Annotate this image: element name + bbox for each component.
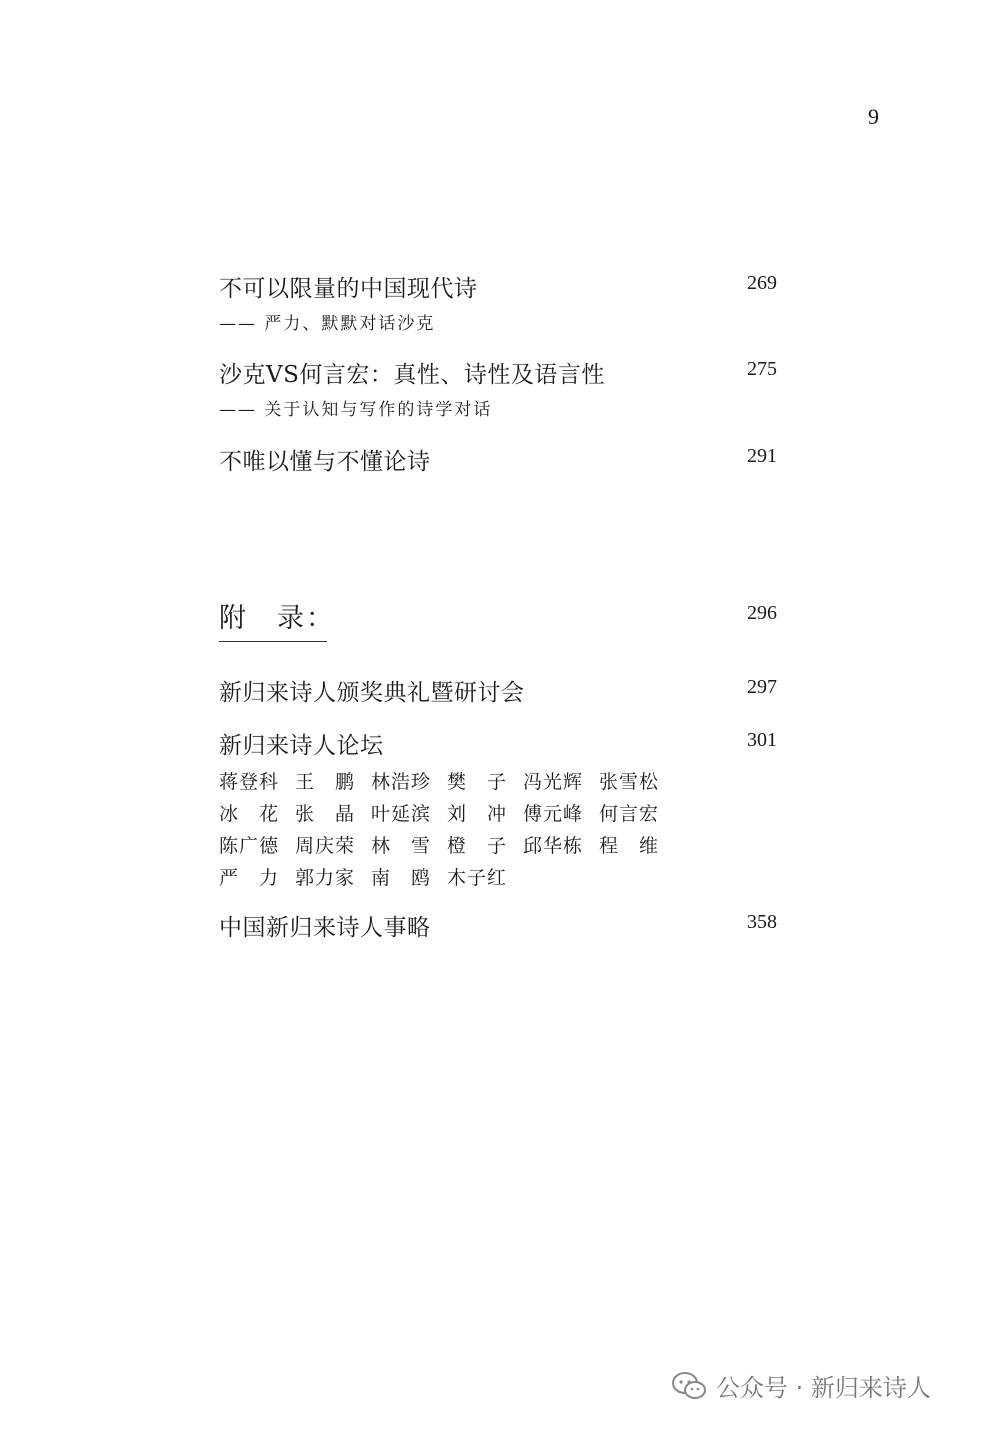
toc-page-number: 291 (747, 445, 777, 467)
toc-subtitle: —— 关于认知与写作的诗学对话 (219, 400, 493, 420)
poet-name: 刘 冲 (447, 803, 508, 825)
poet-name: 林 雪 (371, 835, 432, 857)
appendix-entry[interactable] (219, 909, 777, 949)
poet-name: 冰 花 (219, 803, 280, 825)
poet-name: 林浩珍 (371, 771, 432, 793)
toc-entry[interactable] (219, 443, 777, 483)
poet-name: 木子红 (447, 867, 508, 889)
poet-name: 橙 子 (447, 835, 508, 857)
poet-name: 周庆荣 (295, 835, 356, 857)
poet-name: 何言宏 (599, 803, 660, 825)
toc-title: 新归来诗人论坛 (219, 733, 384, 759)
wechat-icon (672, 1372, 706, 1400)
toc-entry[interactable] (219, 270, 777, 310)
toc-title: 中国新归来诗人事略 (219, 915, 431, 941)
toc-title: 新归来诗人颁奖典礼暨研讨会 (219, 680, 525, 706)
poet-name: 冯光辉 (523, 771, 584, 793)
poet-name: 郭力家 (295, 867, 356, 889)
poet-name: 程 维 (599, 835, 660, 857)
poet-name: 叶延滨 (371, 803, 432, 825)
forum-names-row (219, 767, 660, 794)
page-number: 9 (868, 104, 879, 129)
appendix-entry[interactable] (219, 674, 777, 714)
watermark-text: 公众号 · 新归来诗人 (716, 1374, 931, 1402)
appendix-heading: 附 录： (219, 596, 327, 642)
poet-name: 邱华栋 (523, 835, 584, 857)
appendix-entry[interactable] (219, 727, 777, 767)
toc-page-number: 269 (747, 272, 777, 294)
forum-names-row (219, 799, 660, 826)
poet-name: 南 鸥 (371, 867, 432, 889)
toc-subtitle: —— 严力、默默对话沙克 (219, 314, 436, 334)
toc-title: 不唯以懂与不懂论诗 (219, 449, 431, 475)
toc-entry[interactable] (219, 356, 777, 396)
toc-page-number: 301 (747, 729, 777, 751)
poet-name: 严 力 (219, 867, 280, 889)
toc-page-number: 297 (747, 676, 777, 698)
toc-page-number: 275 (747, 358, 777, 380)
forum-names-row (219, 831, 660, 858)
appendix-page-number: 296 (747, 602, 777, 624)
toc-title: 不可以限量的中国现代诗 (219, 276, 478, 302)
poet-name: 樊 子 (447, 771, 508, 793)
poet-name: 蒋登科 (219, 771, 280, 793)
poet-name: 陈广德 (219, 835, 280, 857)
poet-name: 傅元峰 (523, 803, 584, 825)
forum-names-row (219, 863, 508, 890)
poet-name: 王 鹏 (295, 771, 356, 793)
poet-name: 张雪松 (599, 771, 660, 793)
poet-name: 张 晶 (295, 803, 356, 825)
toc-page-number: 358 (747, 911, 777, 933)
watermark (672, 1368, 931, 1403)
toc-title: 沙克VS何言宏：真性、诗性及语言性 (219, 362, 605, 388)
